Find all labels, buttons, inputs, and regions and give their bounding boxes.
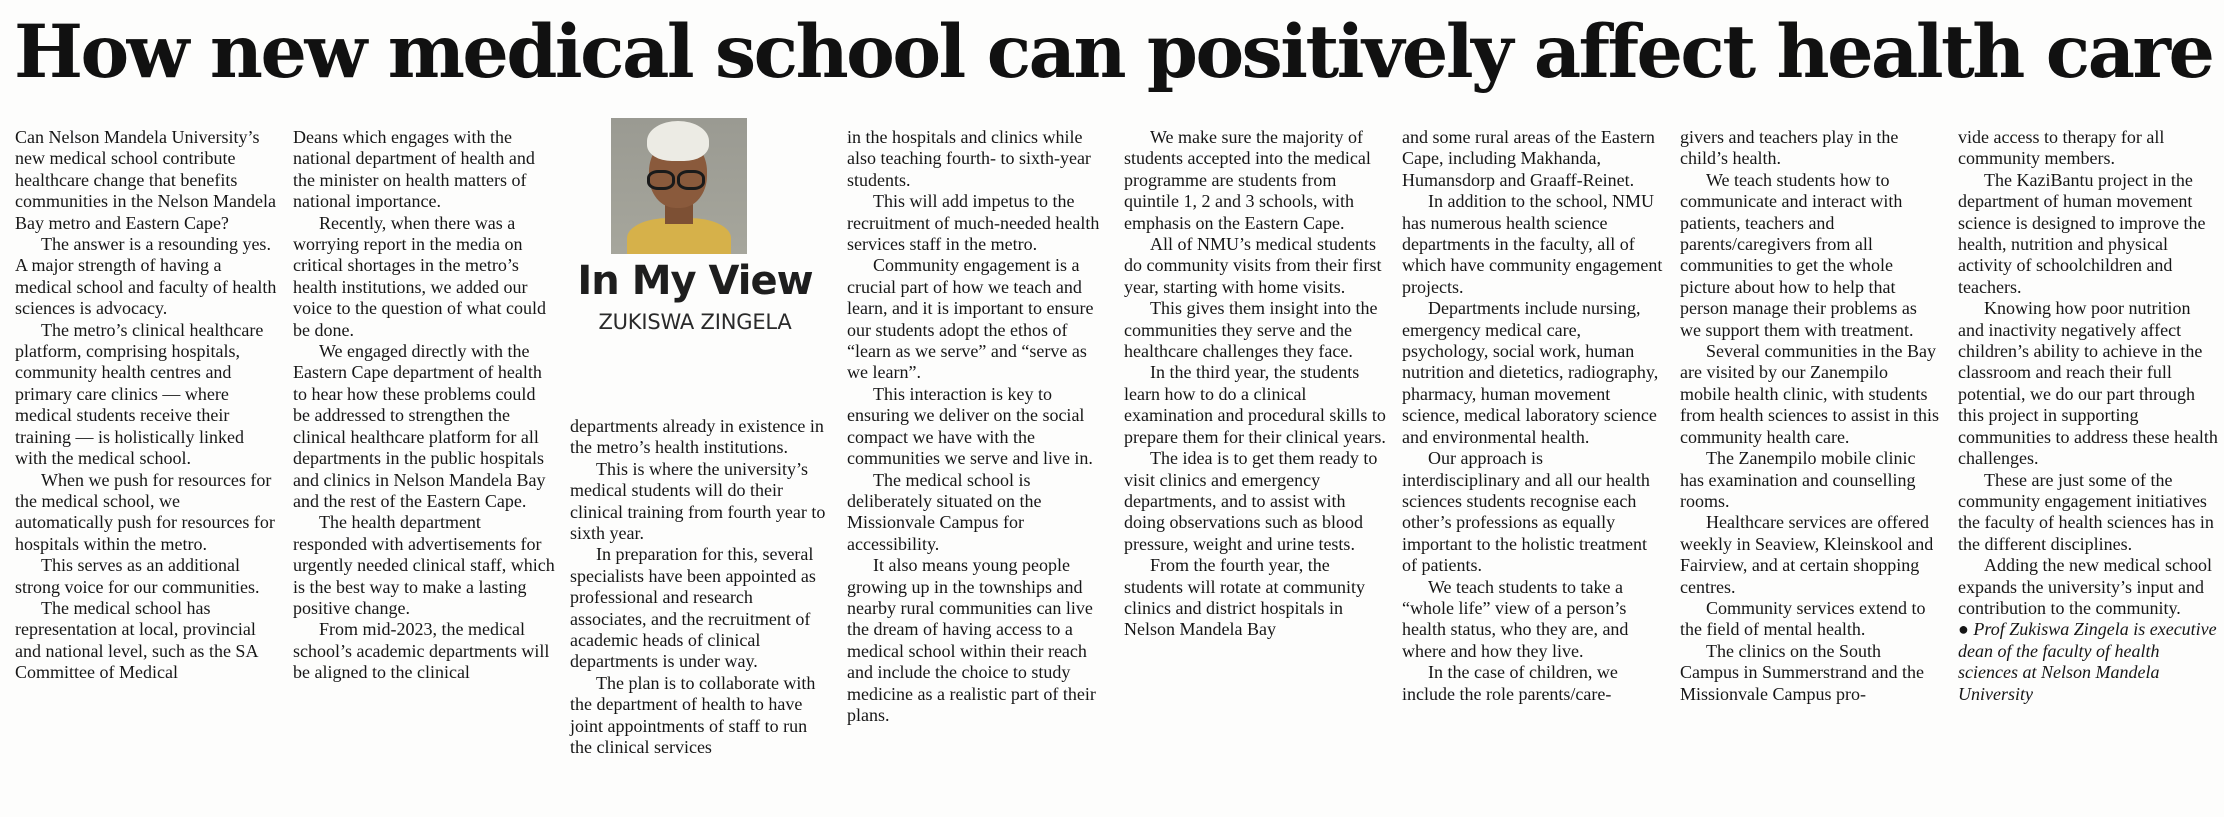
paragraph: Community services extend to the field of mental health. (1680, 597, 1926, 640)
column-3 (570, 416, 832, 759)
paragraph: From the fourth year, the students will rotate at community clinics and district hospitals in Nelson Mandela Bay (1124, 555, 1365, 640)
paragraph: In addition to the school, NMU has numerous health science departments in the faculty, all of which have community engagement projects. (1402, 191, 1663, 297)
paragraph: departments already in existence in the metro’s health institutions. (570, 416, 824, 458)
author-byline: ZUKISWA ZINGELA (598, 310, 792, 334)
paragraph: The Zanempilo mobile clinic has examination and counselling rooms. (1680, 448, 1916, 511)
paragraph: These are just some of the community engagement initiatives the faculty of health sciences has in the different disciplines. (1958, 469, 2214, 554)
paragraph: The answer is a resounding yes. A major strength of having a medical school and faculty of health sciences is advocacy. (15, 234, 277, 319)
paragraph: We engaged directly with the Eastern Cape department of health to hear how these problems could be addressed to strengthen the clinical healthcare platform for all departments in the public hospitals and clinics in Nelson Mandela Bay and the rest of the Eastern Cape. (293, 341, 546, 511)
headline: How new medical school can positively affect health care (14, 9, 2213, 95)
column-1 (15, 127, 277, 684)
paragraph: Adding the new medical school expands the university’s input and contribution to the community. (1958, 555, 2212, 618)
paragraph: From mid-2023, the medical school’s academic departments will be aligned to the clinical (293, 619, 550, 683)
paragraph: This interaction is key to ensuring we deliver on the social compact we have with the communities we serve and live in. (847, 383, 1093, 469)
column-7 (1680, 127, 1942, 705)
paragraph: This gives them insight into the communities they serve and the healthcare challenges they face. (1124, 298, 1378, 362)
paragraph: This is where the university’s medical students will do their clinical training from fourth year to sixth year. (570, 458, 826, 544)
paragraph: When we push for resources for the medical school, we automatically push for resources for hospitals within the metro. (15, 469, 275, 554)
paragraph: In preparation for this, several specialists have been appointed as professional and research associates, and the recruitment of academic heads of clinical departments is under way. (570, 544, 816, 672)
paragraph: The health department responded with advertisements for urgently needed clinical staff, which is the best way to make a lasting positive change. (293, 512, 555, 618)
paragraph: in the hospitals and clinics while also teaching fourth- to sixth-year students. (847, 127, 1091, 190)
author-footnote (1958, 619, 2220, 705)
paragraph: We make sure the majority of students accepted into the medical programme are students from quintile 1, 2 and 3 schools, with emphasis on the Eastern Cape. (1124, 127, 1371, 233)
paragraph: The medical school has representation at local, provincial and national level, such as the SA Committee of Medical (15, 597, 258, 683)
paragraph: Can Nelson Mandela University’s new medical school contribute healthcare change that benefits communities in the Nelson Mandela Bay metro and Eastern Cape? (15, 127, 276, 233)
paragraph: givers and teachers play in the child’s health. (1680, 127, 1899, 169)
author-photo (611, 118, 747, 254)
footnote-text: Prof Zukiswa Zingela is executive dean of the faculty of health sciences at Nelson Mandela University (1958, 619, 2217, 704)
bullet-icon: ● (1958, 619, 1969, 640)
paragraph: Recently, when there was a worrying report in the media on critical shortages in the metro’s health institutions, we added our voice to the question of what could be done. (293, 212, 546, 340)
paragraph: In the third year, the students learn how to do a clinical examination and procedural skills to prepare them for their clinical years. (1124, 362, 1386, 447)
paragraph: Knowing how poor nutrition and inactivity negatively affect children’s ability to achieve in the classroom and reach their full potential, we do our part through this project in supporting communities to address these health challenges. (1958, 298, 2218, 469)
paragraph: In the case of children, we include the role parents/care- (1402, 662, 1618, 704)
paragraph: The KaziBantu project in the department of human movement science is designed to improve the health, nutrition and physical activity of schoolchildren and teachers. (1958, 169, 2206, 297)
paragraph: We teach students to take a “whole life” view of a person’s health status, who they are, and where and how they live. (1402, 576, 1629, 661)
paragraph: vide access to therapy for all community members. (1958, 127, 2165, 169)
paragraph: Departments include nursing, emergency medical care, psychology, social work, human nutrition and dietetics, radiography, pharmacy, human movement science, medical laboratory science and environmental health. (1402, 298, 1659, 447)
section-label: In My View (577, 258, 813, 304)
paragraph: All of NMU’s medical students do community visits from their first year, starting with home visits. (1124, 234, 1382, 297)
paragraph: The medical school is deliberately situated on the Missionvale Campus for accessibility. (847, 469, 1042, 554)
paragraph: This serves as an additional strong voice for our communities. (15, 555, 260, 597)
paragraph: The metro’s clinical healthcare platform, comprising hospitals, community health centres and primary care clinics — where medical students receive their training — is holistically linked with the medical school. (15, 319, 264, 469)
paragraph: We teach students how to communicate and interact with patients, teachers and parents/caregivers from all communities to get the whole picture about how to help that person manage their problems as we support them with treatment. (1680, 169, 1917, 340)
column-8 (1958, 127, 2220, 705)
column-6 (1402, 127, 1664, 705)
column-4 (847, 127, 1109, 726)
paragraph: It also means young people growing up in the townships and nearby rural communities can live the dream of having access to a medical school within their reach and include the choice to study medicine as a realistic part of their plans. (847, 555, 1096, 725)
paragraph: The clinics on the South Campus in Summerstrand and the Missionvale Campus pro- (1680, 640, 1924, 704)
column-5 (1124, 127, 1386, 641)
paragraph: Our approach is interdisciplinary and all our health sciences students recognise each other’s professions as equally important to the holistic treatment of patients. (1402, 448, 1650, 576)
paragraph: and some rural areas of the Eastern Cape, including Makhanda, Humansdorp and Graaff-Reinet. (1402, 127, 1655, 190)
paragraph: Healthcare services are offered weekly in Seaview, Kleinskool and Fairview, and at certain shopping centres. (1680, 512, 1934, 597)
column-2 (293, 127, 555, 684)
paragraph: Community engagement is a crucial part of how we teach and learn, and it is important to ensure our students adopt the ethos of “learn as we serve” and “serve as we learn”. (847, 255, 1094, 383)
paragraph: The plan is to collaborate with the department of health to have joint appointments of staff to run the clinical services (570, 672, 816, 758)
paragraph: This will add impetus to the recruitment of much-needed health services staff in the metro. (847, 191, 1100, 255)
paragraph: Deans which engages with the national department of health and the minister on health matters of national importance. (293, 127, 535, 212)
paragraph: Several communities in the Bay are visited by our Zanempilo mobile health clinic, with students from health sciences to assist in this community health care. (1680, 341, 1939, 447)
paragraph: The idea is to get them ready to visit clinics and emergency departments, and to assist with doing observations such as blood pressure, weight and urine tests. (1124, 448, 1378, 554)
